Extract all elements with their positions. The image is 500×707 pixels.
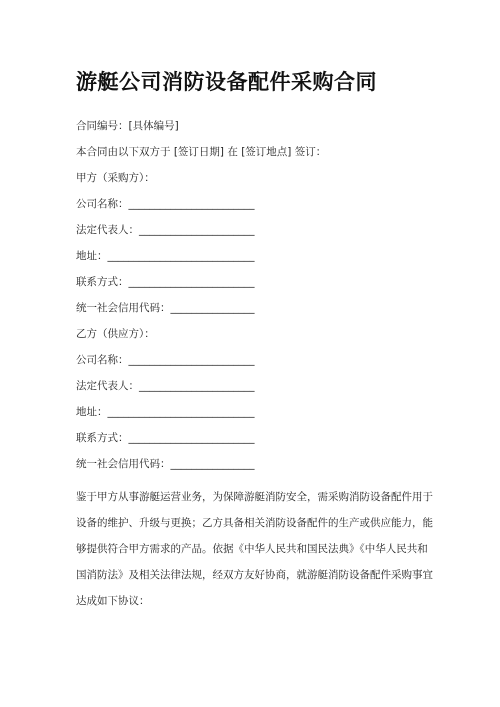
party-a-company-field: 公司名称：________________________ [76, 198, 255, 210]
party-a-address-field: 地址：____________________________ [76, 250, 255, 262]
preamble-paragraph [76, 484, 433, 614]
preamble-line: 国消防法》及相关法律法规，经双方友好协商，就游艇消防设备配件采购事宜 [76, 569, 433, 581]
preamble-line: 鉴于甲方从事游艇运营业务，为保障游艇消防安全，需采购消防设备配件用于 [76, 491, 433, 503]
party-b-company-field: 公司名称：________________________ [76, 354, 255, 366]
preamble-line: 达成如下协议： [76, 595, 150, 607]
party-a-credit-code-field: 统一社会信用代码：________________ [76, 302, 255, 314]
preamble-line: 设备的维护、升级与更换；乙方具备相关消防设备配件的生产或供应能力，能 [76, 517, 433, 529]
party-a-contact-field: 联系方式：________________________ [76, 276, 255, 288]
preamble-line: 够提供符合甲方需求的产品。依据《中华人民共和国民法典》《中华人民共和 [76, 543, 428, 555]
party-b-contact-field: 联系方式：________________________ [76, 432, 255, 444]
document-title: 游艇公司消防设备配件采购合同 [76, 70, 377, 94]
party-b-heading: 乙方（供应方）： [76, 328, 155, 340]
party-b-credit-code-field: 统一社会信用代码：________________ [76, 458, 255, 470]
contract-intro: 本合同由以下双方于 [签订日期] 在 [签订地点] 签订： [76, 146, 327, 158]
party-a-heading: 甲方（采购方）： [76, 172, 155, 184]
contract-number: 合同编号：[具体编号] [76, 120, 179, 132]
party-b-address-field: 地址：____________________________ [76, 406, 255, 418]
party-b-legal-rep-field: 法定代表人：______________________ [76, 380, 255, 392]
party-a-legal-rep-field: 法定代表人：______________________ [76, 224, 255, 236]
